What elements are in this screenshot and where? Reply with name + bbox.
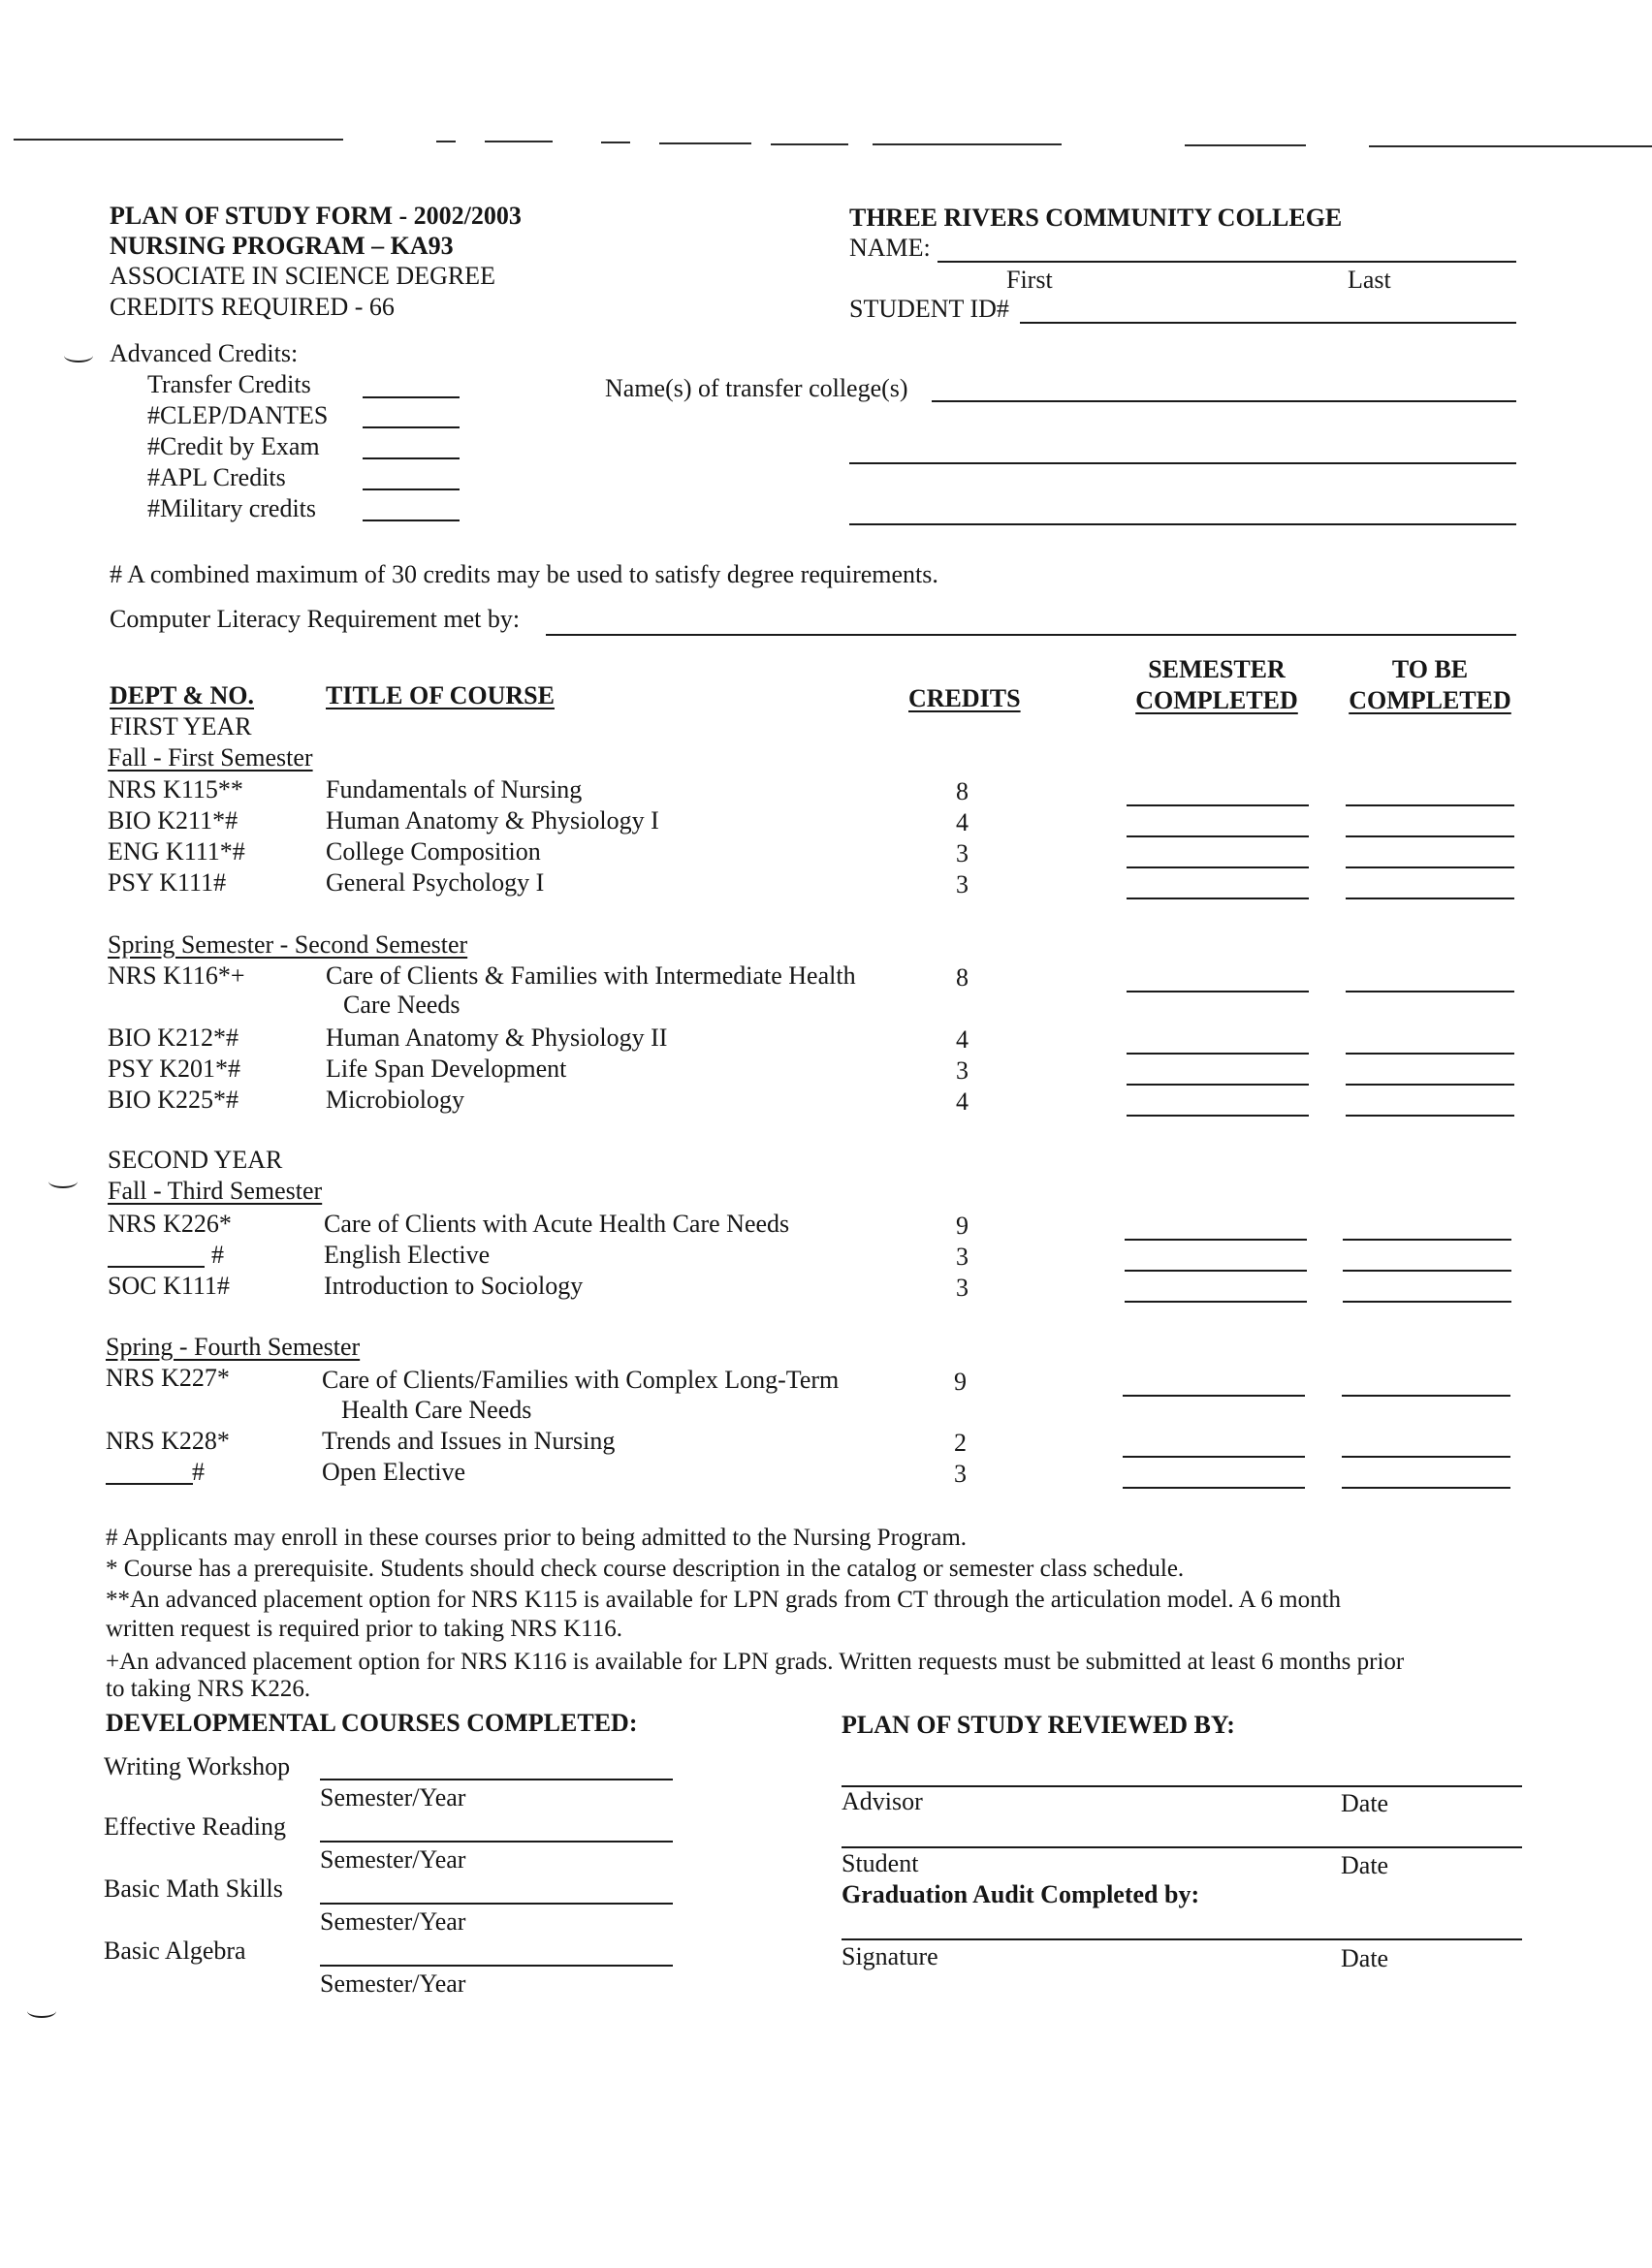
first-name-caption: First xyxy=(1006,266,1053,294)
footnote: to taking NRS K226. xyxy=(106,1676,311,1702)
scan-line xyxy=(436,141,456,142)
margin-mark xyxy=(27,2004,56,2018)
col-tbc-header-line1: TO BE xyxy=(1391,655,1469,683)
second-year-label: SECOND YEAR xyxy=(108,1146,283,1174)
footnote: # Applicants may enroll in these courses prior to being admitted to the Nursing Program. xyxy=(106,1525,968,1551)
footnote: * Course has a prerequisite. Students should check course description in the catalog or semester class schedule. xyxy=(106,1556,1185,1582)
semester-completed-field[interactable] xyxy=(1127,866,1309,868)
to-be-completed-field[interactable] xyxy=(1346,1084,1514,1086)
to-be-completed-field[interactable] xyxy=(1342,1487,1510,1489)
last-name-caption: Last xyxy=(1348,266,1391,294)
graduation-audit-heading: Graduation Audit Completed by: xyxy=(842,1880,1200,1908)
computer-literacy-label: Computer Literacy Requirement met by: xyxy=(110,605,521,633)
scan-line xyxy=(1369,145,1652,147)
date-label: Date xyxy=(1341,1851,1389,1879)
course-title-continued: Health Care Needs xyxy=(341,1396,532,1424)
degree-name: ASSOCIATE IN SCIENCE DEGREE xyxy=(110,262,495,290)
semester-completed-field[interactable] xyxy=(1127,804,1309,806)
course-dept: # xyxy=(211,1241,224,1269)
review-heading: PLAN OF STUDY REVIEWED BY: xyxy=(842,1711,1235,1739)
transfer-college-field[interactable] xyxy=(932,400,1516,402)
advanced-item: #APL Credits xyxy=(147,463,286,491)
name-label: NAME: xyxy=(849,234,931,262)
course-dept: NRS K226* xyxy=(108,1210,232,1238)
advanced-item-field[interactable] xyxy=(363,426,460,428)
student-signature-field[interactable] xyxy=(842,1846,1522,1848)
semester-completed-field[interactable] xyxy=(1125,1301,1307,1303)
course-credits: 4 xyxy=(956,1087,969,1116)
course-credits: 3 xyxy=(956,870,969,898)
margin-mark xyxy=(48,1175,78,1188)
student-id-label: STUDENT ID# xyxy=(849,295,1009,323)
developmental-heading: DEVELOPMENTAL COURSES COMPLETED: xyxy=(106,1709,638,1737)
to-be-completed-field[interactable] xyxy=(1346,1053,1514,1055)
course-dept: NRS K116*+ xyxy=(108,961,245,990)
course-dept: BIO K225*# xyxy=(108,1086,239,1114)
english-elective-dept-field[interactable] xyxy=(108,1266,205,1268)
advanced-item: #Credit by Exam xyxy=(147,432,320,460)
transfer-college-field[interactable] xyxy=(849,523,1516,525)
course-credits: 9 xyxy=(956,1212,969,1240)
developmental-item: Writing Workshop xyxy=(104,1752,291,1780)
course-credits: 3 xyxy=(954,1460,967,1488)
semester-completed-field[interactable] xyxy=(1125,1270,1307,1272)
course-title: College Composition xyxy=(326,837,541,866)
semester-year-caption: Semester/Year xyxy=(320,1783,466,1811)
to-be-completed-field[interactable] xyxy=(1346,835,1514,837)
col-credits-header: CREDITS xyxy=(908,684,1021,712)
developmental-item: Effective Reading xyxy=(104,1812,286,1841)
semester-completed-field[interactable] xyxy=(1127,991,1309,992)
developmental-field[interactable] xyxy=(320,1965,673,1967)
semester-label: Spring Semester - Second Semester xyxy=(108,930,468,959)
date-label: Date xyxy=(1341,1789,1389,1817)
semester-year-caption: Semester/Year xyxy=(320,1907,466,1936)
course-dept: BIO K212*# xyxy=(108,1024,239,1052)
course-credits: 3 xyxy=(956,1056,969,1085)
advanced-item-field[interactable] xyxy=(363,457,460,459)
transfer-college-label: Name(s) of transfer college(s) xyxy=(605,374,908,402)
transfer-college-field[interactable] xyxy=(849,462,1516,464)
course-credits: 9 xyxy=(954,1368,967,1396)
scan-line xyxy=(1185,144,1306,146)
course-title: Care of Clients with Acute Health Care Needs xyxy=(324,1210,790,1238)
max-credits-note: # A combined maximum of 30 credits may be used to satisfy degree requirements. xyxy=(110,560,938,588)
to-be-completed-field[interactable] xyxy=(1346,991,1514,992)
course-dept: PSY K201*# xyxy=(108,1055,241,1083)
computer-literacy-field[interactable] xyxy=(546,634,1516,636)
advanced-item-field[interactable] xyxy=(363,520,460,521)
course-credits: 8 xyxy=(956,963,969,992)
footnote: +An advanced placement option for NRS K116 is available for LPN grads. Written requests must be submitted at least 6 months prior xyxy=(106,1649,1405,1675)
advanced-item: #Military credits xyxy=(147,494,317,522)
name-field[interactable] xyxy=(937,261,1516,263)
course-dept: NRS K228* xyxy=(106,1427,230,1455)
footnote: written request is required prior to taking NRS K116. xyxy=(106,1616,623,1642)
footnote: **An advanced placement option for NRS K115 is available for LPN grads from CT through the articulation model. A 6 month xyxy=(106,1587,1342,1613)
student-id-field[interactable] xyxy=(1020,322,1516,324)
advisor-label: Advisor xyxy=(842,1787,923,1815)
course-title: Introduction to Sociology xyxy=(324,1272,584,1300)
course-credits: 2 xyxy=(954,1429,967,1457)
course-title: Human Anatomy & Physiology II xyxy=(326,1024,668,1052)
col-semester-header-line1: SEMESTER xyxy=(1148,655,1286,683)
first-year-label: FIRST YEAR xyxy=(110,712,252,740)
semester-year-caption: Semester/Year xyxy=(320,1969,466,1998)
advanced-item: #CLEP/DANTES xyxy=(147,401,329,429)
col-title-header: TITLE OF COURSE xyxy=(326,681,555,709)
to-be-completed-field[interactable] xyxy=(1346,898,1514,899)
form-title: PLAN OF STUDY FORM - 2002/2003 xyxy=(110,202,522,230)
scan-line xyxy=(873,143,1062,145)
course-title: Care of Clients & Families with Intermediate Health xyxy=(326,961,856,990)
scan-line xyxy=(14,139,343,141)
scan-line xyxy=(485,141,553,142)
semester-completed-field[interactable] xyxy=(1127,1084,1309,1086)
student-label: Student xyxy=(842,1849,919,1877)
course-credits: 3 xyxy=(956,1274,969,1302)
to-be-completed-field[interactable] xyxy=(1342,1395,1510,1397)
semester-label: Fall - First Semester xyxy=(108,743,313,772)
to-be-completed-field[interactable] xyxy=(1346,866,1514,868)
date-label: Date xyxy=(1341,1944,1389,1972)
to-be-completed-field[interactable] xyxy=(1343,1270,1511,1272)
course-title: Care of Clients/Families with Complex Long-Term xyxy=(322,1366,840,1394)
course-dept: PSY K111# xyxy=(108,868,227,897)
semester-completed-field[interactable] xyxy=(1123,1395,1305,1397)
col-semester-header-line2: COMPLETED xyxy=(1135,686,1298,714)
open-elective-dept-field[interactable] xyxy=(106,1483,193,1485)
course-title: English Elective xyxy=(324,1241,491,1269)
course-dept: BIO K211*# xyxy=(108,806,238,835)
course-title: Open Elective xyxy=(322,1458,465,1486)
audit-signature-field[interactable] xyxy=(842,1938,1522,1940)
credits-required: CREDITS REQUIRED - 66 xyxy=(110,293,395,321)
college-name: THREE RIVERS COMMUNITY COLLEGE xyxy=(849,204,1343,232)
course-dept: NRS K115** xyxy=(108,775,243,803)
semester-completed-field[interactable] xyxy=(1125,1239,1307,1241)
scan-line xyxy=(771,143,848,145)
to-be-completed-field[interactable] xyxy=(1343,1301,1511,1303)
developmental-field[interactable] xyxy=(320,1841,673,1843)
program-name: NURSING PROGRAM – KA93 xyxy=(110,232,454,260)
course-dept: NRS K227* xyxy=(106,1364,230,1392)
advanced-credits-heading: Advanced Credits: xyxy=(110,339,299,367)
semester-completed-field[interactable] xyxy=(1127,1053,1309,1055)
course-title: General Psychology I xyxy=(326,868,545,897)
course-title: Human Anatomy & Physiology I xyxy=(326,806,659,835)
semester-completed-field[interactable] xyxy=(1127,1115,1309,1117)
developmental-field[interactable] xyxy=(320,1779,673,1780)
course-credits: 4 xyxy=(956,1025,969,1054)
semester-year-caption: Semester/Year xyxy=(320,1845,466,1874)
course-dept: SOC K111# xyxy=(108,1272,230,1300)
col-tbc-header-line2: COMPLETED xyxy=(1349,686,1511,714)
semester-label: Spring - Fourth Semester xyxy=(106,1333,361,1361)
scan-line xyxy=(601,142,630,143)
advanced-item: Transfer Credits xyxy=(147,370,311,398)
course-title: Fundamentals of Nursing xyxy=(326,775,583,803)
to-be-completed-field[interactable] xyxy=(1342,1456,1510,1458)
scan-line xyxy=(659,142,751,144)
course-title-continued: Care Needs xyxy=(343,991,461,1019)
course-credits: 8 xyxy=(956,777,969,805)
to-be-completed-field[interactable] xyxy=(1343,1239,1511,1241)
course-title: Trends and Issues in Nursing xyxy=(322,1427,616,1455)
col-dept-header: DEPT & NO. xyxy=(110,681,255,709)
signature-label: Signature xyxy=(842,1942,938,1970)
semester-completed-field[interactable] xyxy=(1123,1456,1305,1458)
course-title: Microbiology xyxy=(326,1086,464,1114)
course-title: Life Span Development xyxy=(326,1055,567,1083)
course-dept: ENG K111*# xyxy=(108,837,245,866)
margin-mark xyxy=(64,349,93,362)
advanced-item-field[interactable] xyxy=(363,488,460,490)
developmental-field[interactable] xyxy=(320,1903,673,1905)
course-dept: # xyxy=(192,1458,205,1486)
to-be-completed-field[interactable] xyxy=(1346,1115,1514,1117)
developmental-item: Basic Algebra xyxy=(104,1937,246,1965)
course-credits: 3 xyxy=(956,839,969,867)
course-credits: 4 xyxy=(956,808,969,836)
developmental-item: Basic Math Skills xyxy=(104,1874,283,1903)
advisor-signature-field[interactable] xyxy=(842,1785,1522,1787)
semester-label: Fall - Third Semester xyxy=(108,1177,323,1205)
semester-completed-field[interactable] xyxy=(1127,898,1309,899)
advanced-item-field[interactable] xyxy=(363,396,460,398)
semester-completed-field[interactable] xyxy=(1123,1487,1305,1489)
course-credits: 3 xyxy=(956,1243,969,1271)
semester-completed-field[interactable] xyxy=(1127,835,1309,837)
to-be-completed-field[interactable] xyxy=(1346,804,1514,806)
